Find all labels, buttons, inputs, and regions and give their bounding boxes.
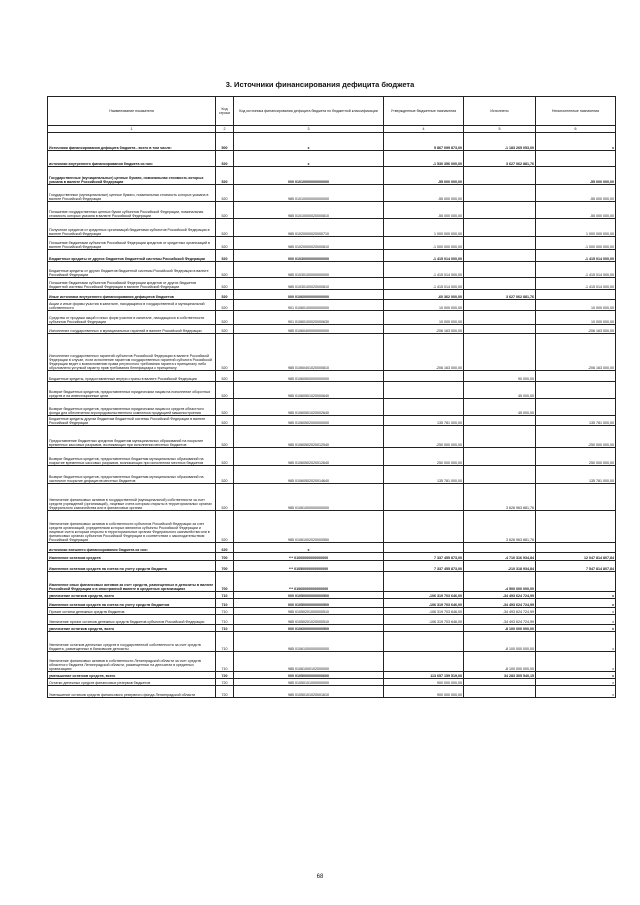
row-unexecuted: x [536,679,616,686]
row-unexecuted: -55 000 000,00 [536,185,616,202]
row-approved: -250 000 000,00 [384,426,464,448]
row-classification-code: 985 01030100000000000 [234,262,384,278]
row-executed [464,278,536,290]
row-unexecuted: 250 000 000,00 [536,448,616,466]
row-classification-code: 985 01060502020012540 [234,426,384,448]
table-row [48,371,616,382]
row-classification-code: 985 01061000000000000 [234,632,384,652]
table-row [48,416,616,426]
row-unexecuted: 1 000 000 000,00 [536,219,616,237]
row-approved: -1 415 014 000,00 [384,278,464,290]
table-body [48,133,616,698]
row-approved: -55 000 000,00 [384,167,464,185]
row-approved: 10 000 000,00 [384,311,464,325]
row-approved [384,572,464,592]
row-name: Погашение бюджетами субъектов Российской Федерации кредитов от кредитных организаций в валюте Российской Федерации [48,237,216,250]
row-approved: -1 000 000 000,00 [384,237,464,250]
column-number: 6 [536,126,616,133]
row-unexecuted: x [536,133,616,151]
row-approved [384,382,464,399]
row-line-code: 520 [216,250,234,262]
financing-table-container [47,96,615,698]
row-classification-code: 985 01050101020001610 [234,686,384,698]
row-approved: -55 000 000,00 [384,202,464,219]
header-classification-code: Код источника финансирования дефицита бюджета по бюджетной классификации [234,97,384,126]
row-name: Бюджетные кредиты от других бюджетов бюджетной системы Российской Федерации в валюте Российской Федерации [48,262,216,278]
table-row [48,679,616,686]
table-row [48,599,616,608]
table-row [48,237,616,250]
row-name: Увеличение финансовых активов в собственности Ленинградской области за счет средств областного бюджета Ленинградской области, размещенных на депозитах в кредитных организациях [48,652,216,672]
row-unexecuted [536,290,616,300]
table-row [48,672,616,679]
column-number: 3 [234,126,384,133]
row-unexecuted: -55 000 000,00 [536,167,616,185]
row-executed [464,466,536,484]
row-unexecuted: x [536,625,616,632]
row-executed [464,185,536,202]
row-approved: 900 000 000,00 [384,679,464,686]
row-classification-code: 985 01050101000000000 [234,679,384,686]
row-name: Государственные (муниципальные) ценные бумаги, номинальная стоимость которых указана в валюте Российской Федерации [48,167,216,185]
row-executed [464,448,536,466]
row-approved: -1 530 356 000,00 [384,151,464,167]
table-row [48,543,616,553]
row-approved [384,371,464,382]
table-row [48,608,616,615]
row-executed: 3 626 963 881,76 [464,511,536,543]
row-line-code: 520 [216,167,234,185]
row-classification-code: x [234,151,384,167]
row-name: Иные источники внутреннего финансирования дефицитов бюджетов [48,290,216,300]
row-name: Государственные (муниципальные) ценные бумаги, номинальная стоимость которых указана в валюте Российской Федерации [48,185,216,202]
row-line-code: 520 [216,185,234,202]
row-approved: 1 000 000 000,00 [384,219,464,237]
row-line-code: 720 [216,686,234,698]
row-name: увеличение остатков средств, всего [48,592,216,599]
row-unexecuted: -55 000 000,00 [536,202,616,219]
row-unexecuted: 10 000 000,00 [536,311,616,325]
row-line-code: 710 [216,615,234,625]
row-classification-code: 985 01060400000000000 [234,325,384,334]
row-name: Остатки денежных средств финансовых резервов бюджетов [48,679,216,686]
row-approved: 7 337 455 873,00 [384,553,464,561]
row-executed [464,334,536,371]
row-unexecuted [536,511,616,543]
row-executed: 34 283 305 540,15 [464,672,536,679]
row-name: Акции и иные формы участия в капитале, находящиеся в государственной и муниципальной собственности [48,300,216,311]
row-classification-code: 000 01060000000000000 [234,290,384,300]
row-executed: -8 100 000 000,00 [464,625,536,632]
row-approved: 135 781 000,00 [384,416,464,426]
document-title: 3. Источники финансирования дефицита бюджета [225,80,415,89]
table-row [48,334,616,371]
row-classification-code: 985 01030100020000810 [234,278,384,290]
header-line-code: Код строки [216,97,234,126]
row-approved: -60 362 000,00 [384,290,464,300]
row-unexecuted: x [536,672,616,679]
row-approved: 900 000 000,00 [384,686,464,698]
row-approved [384,625,464,632]
table-row [48,382,616,399]
row-executed: -4 710 316 934,84 [464,553,536,561]
row-classification-code: 000 01050000000000600 [234,672,384,679]
row-classification-code: 985 01060501020000640 [234,382,384,399]
table-row [48,151,616,167]
header-unexecuted: Неисполненные назначения [536,97,616,126]
row-unexecuted: -1 000 000 000,00 [536,237,616,250]
row-approved [384,511,464,543]
row-line-code: 710 [216,599,234,608]
table-row [48,311,616,325]
row-unexecuted: -1 415 014 000,00 [536,250,616,262]
table-row [48,625,616,632]
row-executed: 90 000,00 [464,371,536,382]
table-row [48,511,616,543]
row-classification-code: 985 01020000020000810 [234,237,384,250]
row-executed: 3 626 963 881,76 [464,484,536,511]
row-line-code: 720 [216,672,234,679]
row-line-code: 520 [216,466,234,484]
row-line-code: 720 [216,679,234,686]
row-classification-code: 985 01020000020000710 [234,219,384,237]
row-name: источники внешнего финансирования бюджета из них: [48,543,216,553]
column-number: 1 [48,126,216,133]
table-row [48,278,616,290]
row-approved: 10 000 000,00 [384,300,464,311]
table-row [48,167,616,185]
row-approved [384,632,464,652]
row-unexecuted [536,382,616,399]
row-line-code: 520 [216,311,234,325]
row-classification-code: 985 01060502020014640 [234,466,384,484]
table-row [48,592,616,599]
table-row [48,686,616,698]
row-approved: -106 319 703 646,00 [384,599,464,608]
row-unexecuted [536,371,616,382]
row-executed [464,300,536,311]
row-name: Исполнение государственных и муниципальных гарантий в валюте Российской Федерации [48,325,216,334]
row-unexecuted: -1 415 014 000,00 [536,262,616,278]
row-line-code: 710 [216,592,234,599]
row-name: Бюджетные кредиты другим бюджетам бюджетной системы Российской Федерации в валюте Российской Федерации [48,416,216,426]
table-row [48,632,616,652]
column-number: 2 [216,126,234,133]
row-line-code: 520 [216,300,234,311]
row-approved: -106 319 703 646,00 [384,608,464,615]
row-line-code: 520 [216,219,234,237]
table-row [48,399,616,416]
row-classification-code: 985 01060401020000810 [234,334,384,371]
row-approved: 135 781 000,00 [384,466,464,484]
row-unexecuted: 135 781 000,00 [536,416,616,426]
row-name: Источники финансирования дефицита бюджета - всего в том числе: [48,133,216,151]
table-row [48,219,616,237]
row-unexecuted: x [536,615,616,625]
row-classification-code: 000 01050000000000500 [234,599,384,608]
row-unexecuted: 7 547 814 807,84 [536,561,616,572]
table-row [48,572,616,592]
row-executed: 45 000,00 [464,399,536,416]
row-executed: -34 493 624 724,99 [464,608,536,615]
header-row [48,97,616,126]
row-executed: -1 183 265 053,00 [464,133,536,151]
row-name: Получение кредитов от кредитных организаций бюджетами субъектов Российской Федерации в валюте Российской Федерации [48,219,216,237]
row-classification-code: 000 01060000000000500 [234,625,384,632]
table-row [48,262,616,278]
row-line-code: 520 [216,484,234,511]
row-executed [464,250,536,262]
row-line-code: 520 [216,371,234,382]
row-executed: -34 493 624 724,99 [464,599,536,608]
row-name: Возврат бюджетных кредитов, предоставленных бюджетам муниципальных образований на частичное покрытие дефицитов местных бюджетов [48,466,216,484]
row-name: Увеличение финансовых активов в собственности субъектов Российской Федерации за счет средств организаций, учредителями которых являются субъекты Российской Федерации и лицевые счета которым открыты в территориальных органах Федерального казначейства или в финансовых органах субъектов Российской Федерации в соответствии с законодательством Российской Федерации [48,511,216,543]
row-name: Увеличение прочих остатков денежных средств бюджетов субъектов Российской Федерации [48,615,216,625]
row-unexecuted: -1 415 014 000,00 [536,278,616,290]
financing-table [47,96,616,698]
row-classification-code: x [234,133,384,151]
row-unexecuted [536,484,616,511]
table-row [48,484,616,511]
row-classification-code: *** 01050000000000000 [234,561,384,572]
row-unexecuted [536,543,616,553]
row-name: Изменение остатков средств на счетах по учету средств бюджета [48,561,216,572]
row-approved [384,484,464,511]
row-unexecuted: 10 000 000,00 [536,300,616,311]
row-executed: 3 627 062 881,76 [464,151,536,167]
row-classification-code: 985 01060502020012640 [234,448,384,466]
row-classification-code: 000 01050000000000500 [234,592,384,599]
row-name: Уменьшение остатков средств финансового резервного фонда Ленинградской области [48,686,216,698]
row-line-code: 700 [216,561,234,572]
row-line-code: 520 [216,448,234,466]
row-executed: 3 627 062 881,76 [464,290,536,300]
row-line-code: 520 [216,334,234,371]
row-name: Погашение бюджетами субъектов Российской Федерации кредитов от других бюджетов бюджетной системы Российской Федерации в валюте Российской Федерации [48,278,216,290]
column-number-row [48,126,616,133]
row-executed: -210 318 934,84 [464,561,536,572]
row-approved: 250 000 000,00 [384,448,464,466]
table-row [48,185,616,202]
row-line-code: 710 [216,625,234,632]
row-executed [464,416,536,426]
row-line-code: 520 [216,151,234,167]
row-unexecuted: x [536,652,616,672]
row-unexecuted: -206 163 000,00 [536,325,616,334]
column-number: 4 [384,126,464,133]
row-approved: -1 415 014 000,00 [384,262,464,278]
row-line-code: 520 [216,416,234,426]
row-approved [384,652,464,672]
row-executed: -34 493 624 724,99 [464,592,536,599]
row-line-code: 710 [216,652,234,672]
row-name: Исполнение государственных гарантий субъектов Российской Федерации в валюте Российской Федерации в случае, если исполнение гарантом государственных гарантий субъекта Российской Федерации ведет к возникновению права регрессного требования гаранта к принципалу либо обусловлено уступкой гаранту прав требования бенефициара к принципалу [48,334,216,371]
row-classification-code: 985 01010000000000000 [234,185,384,202]
row-name: Погашение государственных ценных бумаг субъектов Российской Федерации, номинальная стоимость которых указана в валюте Российской Федерации [48,202,216,219]
row-classification-code: 985 01050201020000510 [234,615,384,625]
table-row [48,202,616,219]
row-classification-code: *** 01060000000000000 [234,572,384,592]
row-name: Средства от продажи акций и иных форм участия в капитале, находящихся в собственности субъектов Российской Федерации [48,311,216,325]
row-unexecuted: x [536,608,616,615]
row-line-code: 700 [216,553,234,561]
table-row [48,448,616,466]
row-approved: -106 319 703 646,00 [384,592,464,599]
row-unexecuted: x [536,686,616,698]
header-executed: Исполнено [464,97,536,126]
table-row [48,466,616,484]
row-name: Возврат бюджетных кредитов, предоставленных юридическим лицам на пополнение оборотных средств и на инвестиционные цели [48,382,216,399]
row-classification-code: x [234,543,384,553]
row-line-code: 700 [216,572,234,592]
row-name: Прочие остатки денежных средств бюджетов [48,608,216,615]
row-approved: -1 415 014 000,00 [384,250,464,262]
row-line-code: 520 [216,262,234,278]
row-name: уменьшение остатков средств, всего [48,672,216,679]
table-row [48,133,616,151]
row-unexecuted [536,572,616,592]
table-row [48,290,616,300]
row-executed: -8 100 000 000,00 [464,632,536,652]
row-classification-code: 901 01060100000000000 [234,300,384,311]
table-row [48,561,616,572]
row-line-code: 520 [216,290,234,300]
row-name: Возврат бюджетных кредитов, предоставленных юридическим лицам из средств областного фонда для обеспечения агропродовольственного комплекса продукцией машиностроения [48,399,216,416]
row-classification-code: 985 01050201000000510 [234,608,384,615]
row-executed: -4 500 000 000,00 [464,572,536,592]
row-executed [464,262,536,278]
row-executed [464,426,536,448]
row-name: Бюджетные кредиты, предоставленные внутри страны в валюте Российской Федерации [48,371,216,382]
row-name: Возврат бюджетных кредитов, предоставленных бюджетам муниципальных образований на покрытие временных кассовых разрывов, возникающих при исполнении местных бюджетов [48,448,216,466]
row-executed [464,543,536,553]
table-row [48,615,616,625]
row-executed [464,202,536,219]
row-line-code: 520 [216,511,234,543]
row-approved [384,543,464,553]
row-line-code: 520 [216,325,234,334]
row-name: Увеличение финансовых активов в государственной (муниципальной) собственности за счет средств учреждений (организаций), лицевые счета которым открыты в территориальных органах Федерального казначейства или в финансовых органах [48,484,216,511]
table-row [48,300,616,311]
row-classification-code: 985 01060501020002640 [234,399,384,416]
row-executed: -8 100 000 000,00 [464,652,536,672]
row-name: источники внутреннего финансирования бюджета из них: [48,151,216,167]
row-line-code: 500 [216,133,234,151]
row-line-code: 520 [216,382,234,399]
row-classification-code: 985 01061000102000000 [234,652,384,672]
row-unexecuted: 12 047 814 807,84 [536,553,616,561]
row-unexecuted: 135 781 000,00 [536,466,616,484]
table-row [48,426,616,448]
row-unexecuted: -250 000 000,00 [536,426,616,448]
row-line-code: 520 [216,202,234,219]
row-approved [384,399,464,416]
row-line-code: 520 [216,399,234,416]
row-line-code: 520 [216,237,234,250]
row-line-code: 520 [216,278,234,290]
row-approved: 113 657 159 519,00 [384,672,464,679]
row-name: Изменение иных финансовых активов за счет средств, размещенных в депозиты в валюте Российской Федерации и в иностранной валюте в кредитных организациях [48,572,216,592]
row-approved: -206 163 000,00 [384,325,464,334]
row-name: Изменение остатков средств [48,553,216,561]
table-row [48,553,616,561]
row-approved: 5 867 099 873,00 [384,133,464,151]
row-classification-code: 985 01060500000000000 [234,371,384,382]
row-classification-code: 985 01010000020000810 [234,202,384,219]
row-unexecuted: x [536,632,616,652]
row-classification-code: 985 01061002020000550 [234,511,384,543]
row-classification-code: *** 01000000000000000 [234,553,384,561]
column-number: 5 [464,126,536,133]
row-line-code: 620 [216,543,234,553]
row-unexecuted: -206 163 000,00 [536,334,616,371]
table-row [48,325,616,334]
row-unexecuted: x [536,592,616,599]
row-name: Увеличение остатков денежных средств в государственной собственности за счет средств бюджета, размещенных в банковские депозиты [48,632,216,652]
row-executed [464,167,536,185]
row-executed [464,237,536,250]
row-classification-code: 000 01010000000000000 [234,167,384,185]
row-executed [464,325,536,334]
row-classification-code: 000 01030000000000000 [234,250,384,262]
row-executed [464,311,536,325]
row-executed [464,679,536,686]
row-classification-code: 985 01060502000000000 [234,416,384,426]
row-executed [464,686,536,698]
row-executed: -34 493 624 724,99 [464,615,536,625]
row-classification-code: 985 01061000000000000 [234,484,384,511]
row-line-code: 710 [216,632,234,652]
page-number: 68 [316,874,324,880]
row-approved: 7 337 455 873,00 [384,561,464,572]
header-approved: Утвержденные бюджетные назначения [384,97,464,126]
row-line-code: 710 [216,608,234,615]
row-approved: -55 000 000,00 [384,185,464,202]
table-row [48,652,616,672]
row-unexecuted: x [536,599,616,608]
row-executed [464,219,536,237]
row-approved: -206 163 000,00 [384,334,464,371]
row-unexecuted [536,151,616,167]
row-name: увеличение остатков средств, всего [48,625,216,632]
row-executed: 45 000,00 [464,382,536,399]
row-classification-code: 901 01060100020000630 [234,311,384,325]
row-line-code: 520 [216,426,234,448]
row-name: Бюджетные кредиты от других бюджетов бюджетной системы Российской Федерации [48,250,216,262]
row-name: Предоставление бюджетных кредитов бюджетам муниципальных образований на покрытие временных кассовых разрывов, возникающих при исполнении местных бюджетов [48,426,216,448]
table-row [48,250,616,262]
row-unexecuted [536,399,616,416]
row-approved: -106 319 703 646,00 [384,615,464,625]
row-name: Изменение остатков средств на счетах по учету средств бюджетов [48,599,216,608]
header-indicator-name: Наименование показателя [48,97,216,126]
